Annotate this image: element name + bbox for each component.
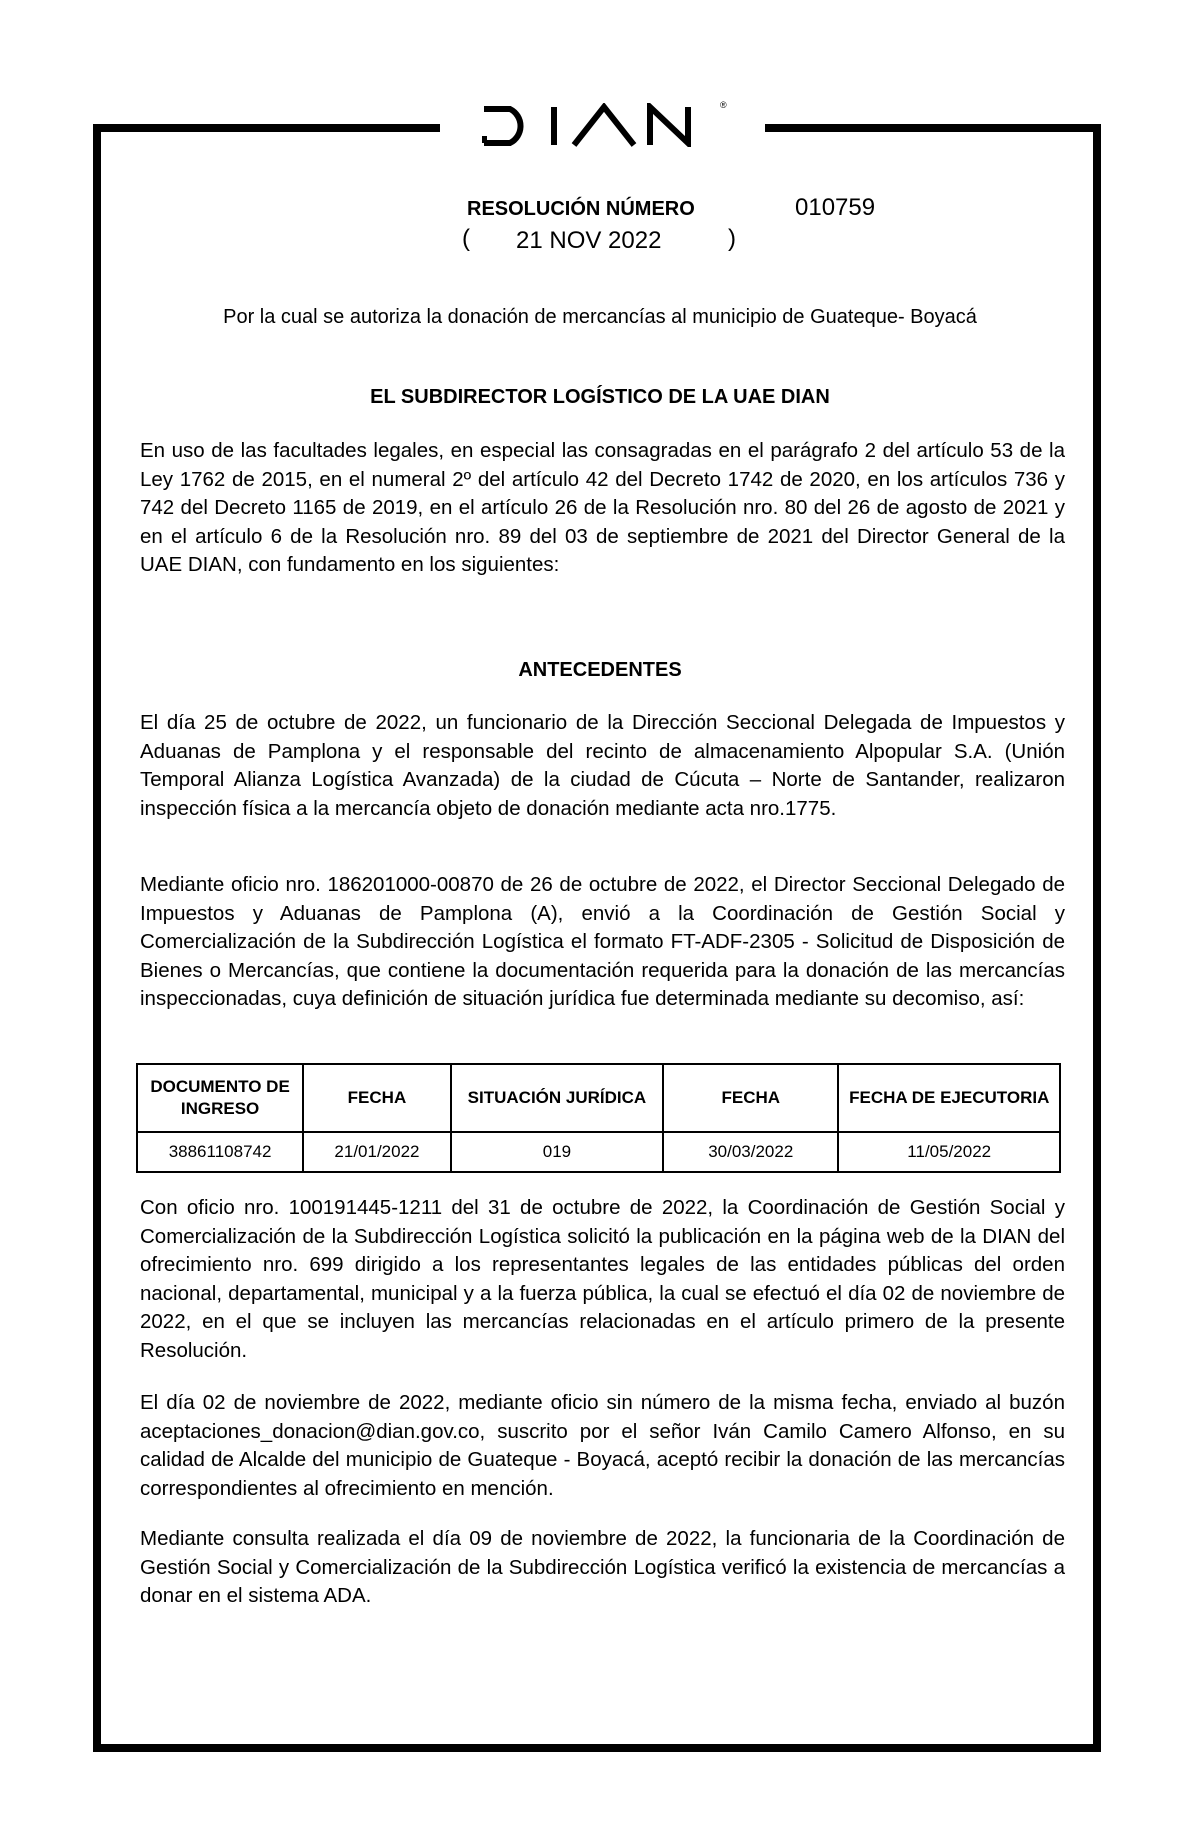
- paren-close: ): [728, 225, 736, 252]
- registered-mark: ®: [720, 100, 727, 110]
- documents-table: [136, 1063, 1061, 1173]
- table-row: [137, 1132, 1060, 1172]
- table-header-row: [137, 1064, 1060, 1132]
- dian-logo: [482, 103, 726, 147]
- resolution-title: RESOLUCIÓN NÚMERO: [467, 198, 695, 220]
- table-cell: 21/01/2022: [303, 1132, 451, 1172]
- column-header: FECHA: [663, 1064, 838, 1132]
- column-header: FECHA DE EJECUTORIA: [838, 1064, 1060, 1132]
- paragraph: El día 25 de octubre de 2022, un funcionario de la Dirección Seccional Delegada de Impuestos y Aduanas de Pamplona y el responsable del recinto de almacenamiento Alpopular S.A. (Unión Temporal Alianza Logística Avanzada) de la ciudad de Cúcuta – Norte de Santander, realizaron inspección física a la mercancía objeto de donación mediante acta nro.1775.: [140, 711, 1065, 820]
- column-header: DOCUMENTO DE INGRESO: [137, 1064, 303, 1132]
- paragraph: Mediante oficio nro. 186201000-00870 de 26 de octubre de 2022, el Director Seccional Delegado de Impuestos y Aduanas de Pamplona (A), envió a la Coordinación de Gestión Social y Comercialización de la Subdirección Logística el formato FT-ADF-2305 - Solicitud de Disposición de Bienes o Mercancías, que contiene la documentación requerida para la donación de las mercancías inspeccionadas, cuya definición de situación jurídica fue determinada mediante su decomiso, así:: [140, 873, 1065, 1010]
- table-cell: 30/03/2022: [663, 1132, 838, 1172]
- intro-paragraph: En uso de las facultades legales, en especial las consagradas en el parágrafo 2 del artículo 53 de la Ley 1762 de 2015, en el numeral 2º del artículo 42 del Decreto 1742 de 2020, en los artículos 736 y 742 del Decreto 1165 de 2019, en el artículo 26 de la Resolución nro. 80 del 26 de agosto de 2021 y en el artículo 6 de la Resolución nro. 89 del 03 de septiembre de 2021 del Director General de la UAE DIAN, con fundamento en los siguientes:: [140, 439, 1065, 576]
- authority-heading: EL SUBDIRECTOR LOGÍSTICO DE LA UAE DIAN: [370, 386, 830, 408]
- paren-open: (: [462, 225, 470, 252]
- paragraph: El día 02 de noviembre de 2022, mediante oficio sin número de la misma fecha, enviado al buzón aceptaciones_donacion@dian.gov.co, suscrito por el señor Iván Camilo Camero Alfonso, en su calidad de Alcalde del municipio de Guateque - Boyacá, aceptó recibir la donación de las mercancías correspondientes al ofrecimiento en mención.: [140, 1391, 1065, 1500]
- table-cell: 019: [451, 1132, 663, 1172]
- column-header: FECHA: [303, 1064, 451, 1132]
- resolution-number: 010759: [795, 194, 876, 221]
- dian-logo-graphic: [482, 103, 726, 147]
- table-cell: 11/05/2022: [838, 1132, 1060, 1172]
- column-header: SITUACIÓN JURÍDICA: [451, 1064, 663, 1132]
- table-cell: 38861108742: [137, 1132, 303, 1172]
- paragraph: Mediante consulta realizada el día 09 de noviembre de 2022, la funcionaria de la Coordinación de Gestión Social y Comercialización de la Subdirección Logística verificó la existencia de mercancías a donar en el sistema ADA.: [140, 1527, 1065, 1607]
- section-heading: ANTECEDENTES: [518, 659, 682, 681]
- resolution-date: 21 NOV 2022: [516, 227, 662, 254]
- resolution-subtitle: Por la cual se autoriza la donación de mercancías al municipio de Guateque- Boyacá: [223, 306, 977, 328]
- paragraph: Con oficio nro. 100191445-1211 del 31 de octubre de 2022, la Coordinación de Gestión Social y Comercialización de la Subdirección Logística solicitó la publicación en la página web de la DIAN del ofrecimiento nro. 699 dirigido a los representantes legales de las entidades públicas del orden nacional, departamental, municipal y a la fuerza pública, la cual se efectuó el día 02 de noviembre de 2022, en el que se incluyen las mercancías relacionadas en el artículo primero de la presente Resolución.: [140, 1196, 1065, 1362]
